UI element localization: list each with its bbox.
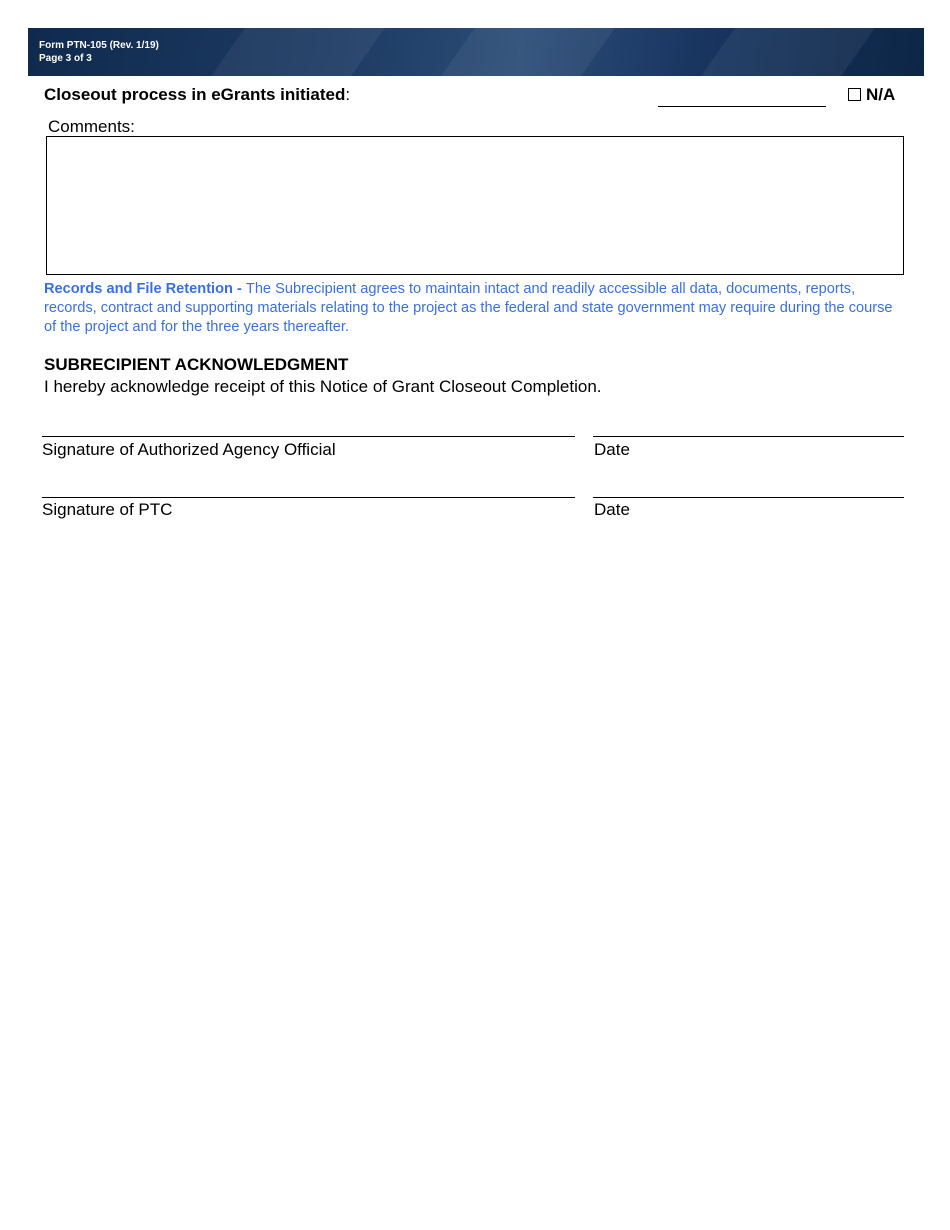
form-header-band (28, 28, 924, 76)
official-signature-field[interactable] (42, 436, 575, 437)
na-checkbox[interactable] (848, 88, 861, 101)
records-body: The Subrecipient agrees to maintain intact and readily accessible all data, documents, reports, records, contract and supporting materials relating to the project as the federal and state government may require during the course of the project and for the three years thereafter. (44, 281, 893, 335)
closeout-label-bold: Closeout process in eGrants initiated (44, 85, 346, 104)
records-retention-paragraph (44, 280, 904, 337)
form-header-text (39, 39, 159, 65)
na-label: N/A (866, 85, 896, 104)
comments-field[interactable] (46, 136, 904, 275)
closeout-label (44, 85, 350, 105)
header-decoration (441, 28, 615, 76)
official-signature-label: Signature of Authorized Agency Official (42, 440, 336, 459)
ptc-signature-field[interactable] (42, 497, 575, 498)
ptc-signature-label: Signature of PTC (42, 500, 173, 519)
acknowledgment-text: I hereby acknowledge receipt of this Notice of Grant Closeout Completion. (44, 377, 602, 396)
ptc-date-label: Date (594, 500, 630, 519)
page-number: Page 3 of 3 (39, 53, 92, 64)
comments-label: Comments: (48, 117, 135, 136)
ptc-date-field[interactable] (593, 497, 904, 498)
records-title: Records and File Retention - (44, 281, 246, 297)
form-id: Form PTN-105 (Rev. 1/19) (39, 40, 159, 51)
closeout-label-colon: : (345, 85, 351, 104)
closeout-date-field[interactable] (658, 106, 826, 107)
official-date-label: Date (594, 440, 630, 459)
official-date-field[interactable] (593, 436, 904, 437)
header-decoration (701, 28, 875, 76)
header-decoration (211, 28, 385, 76)
acknowledgment-heading: SUBRECIPIENT ACKNOWLEDGMENT (44, 355, 349, 374)
